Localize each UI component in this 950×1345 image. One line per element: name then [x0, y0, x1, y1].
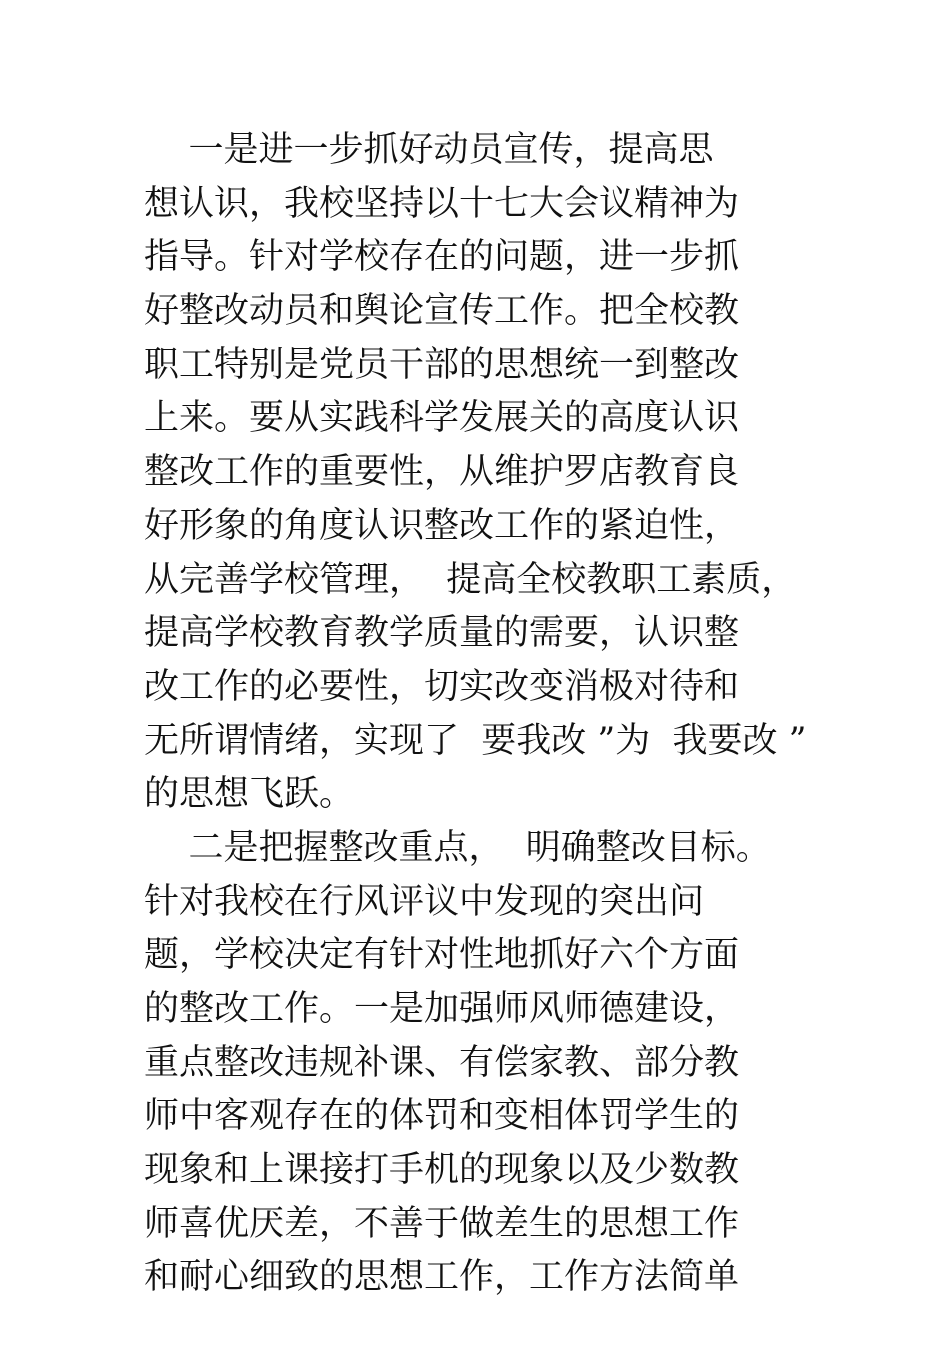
text-line: 师喜优厌差，不善于做差生的思想工作	[144, 1203, 740, 1244]
text-line: 的思想飞跃。	[144, 774, 355, 815]
text-line: 题，学校决定有针对性地抓好六个方面	[144, 935, 740, 976]
text-line: 职工特别是党员干部的思想统一到整改	[144, 344, 740, 385]
text-line: 从完善学校管理， 提高全校教职工素质，	[144, 559, 797, 600]
text-line: 改工作的必要性，切实改变消极对待和	[144, 666, 740, 707]
text-line: 无所谓情绪，实现了 要我改 ”为 我要改 ”	[144, 720, 807, 761]
text-line: 一是进一步抓好动员宣传，提高思	[144, 130, 714, 170]
text-line: 上来。要从实践科学发展关的高度认识	[144, 398, 740, 439]
body-text	[144, 124, 844, 1305]
text-line: 师中客观存在的体罚和变相体罚学生的	[144, 1096, 740, 1137]
text-line: 好形象的角度认识整改工作的紧迫性，	[144, 505, 740, 546]
text-line: 重点整改违规补课、有偿家教、部分教	[144, 1042, 740, 1083]
text-line: 指导。针对学校存在的问题，进一步抓	[144, 237, 740, 278]
text-line: 提高学校教育教学质量的需要，认识整	[144, 613, 740, 654]
text-line: 好整改动员和舆论宣传工作。把全校教	[144, 291, 740, 332]
text-line: 现象和上课接打手机的现象以及少数教	[144, 1150, 740, 1191]
text-line: 二是把握整改重点， 明确整改目标。	[144, 827, 771, 868]
text-line: 整改工作的重要性，从维护罗店教育良	[144, 452, 740, 493]
text-line: 和耐心细致的思想工作，工作方法简单	[144, 1257, 740, 1298]
text-line: 针对我校在行风评议中发现的突出问	[144, 881, 705, 922]
text-line: 的整改工作。一是加强师风师德建设，	[144, 989, 740, 1029]
text-line: 想认识，我校坚持以十七大会议精神为	[144, 183, 740, 224]
